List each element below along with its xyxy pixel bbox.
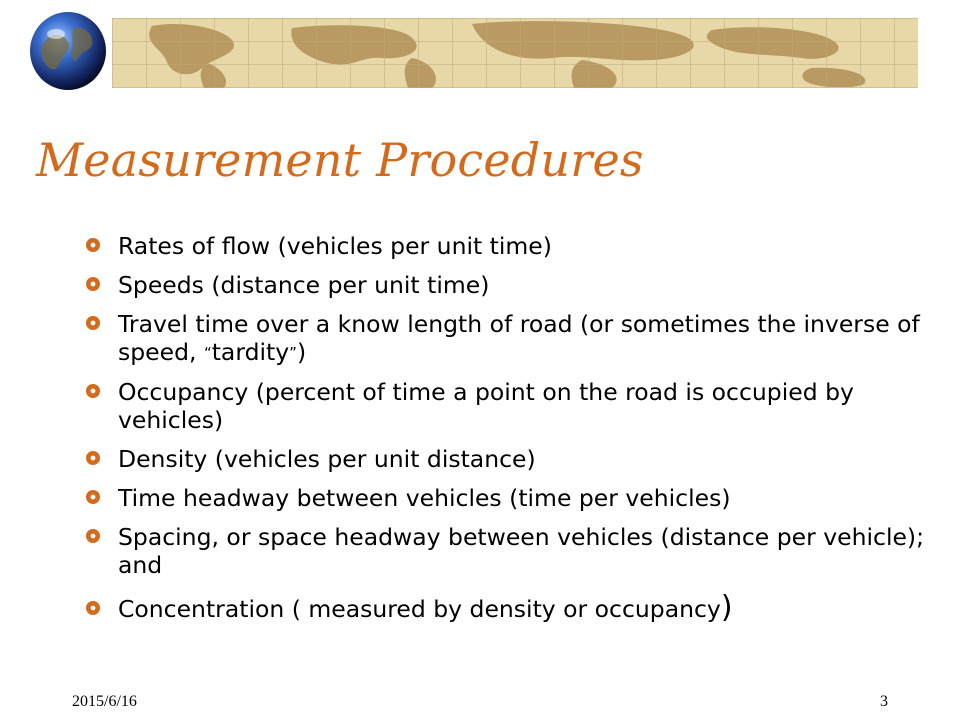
circle-bullet-icon: [84, 488, 102, 506]
world-map-graphic: [112, 18, 918, 88]
bullet-text-after: ): [296, 338, 307, 366]
bullet-text: [118, 310, 934, 367]
bullet-text: Density (vehicles per unit distance): [118, 445, 536, 473]
bullet-item: [84, 232, 934, 260]
slide-title: Measurement Procedures: [36, 133, 644, 187]
bullet-item: [84, 590, 934, 625]
circle-bullet-icon: [84, 527, 102, 545]
globe-icon: [28, 10, 108, 92]
bullet-text-main: Concentration ( measured by density or occupancy: [118, 595, 721, 623]
bullet-text: Rates of flow (vehicles per unit time): [118, 232, 552, 260]
bullet-item: [84, 271, 934, 299]
page-number: 3: [880, 693, 888, 710]
circle-bullet-icon: [84, 382, 102, 400]
close-quote: ”: [289, 344, 297, 362]
bullet-item: [84, 378, 934, 434]
bullet-item: [84, 310, 934, 367]
world-map-strip: [112, 18, 918, 88]
closing-paren: ): [720, 590, 733, 625]
bullet-item: [84, 445, 934, 473]
bullet-text: Spacing, or space headway between vehicles (distance per vehicle); and: [118, 523, 925, 579]
circle-bullet-icon: [84, 599, 102, 617]
footer-date: 2015/6/16: [72, 693, 137, 710]
quoted-word: tardity: [211, 338, 290, 366]
circle-bullet-icon: [84, 314, 102, 332]
circle-bullet-icon: [84, 236, 102, 254]
bullet-text: Time headway between vehicles (time per vehicles): [118, 484, 731, 512]
open-quote: “: [203, 344, 212, 362]
circle-bullet-icon: [84, 275, 102, 293]
bullet-item: [84, 523, 934, 579]
bullet-text-before: Travel time over a know length of road (or sometimes the inverse of speed,: [118, 310, 920, 366]
header-banner: [0, 0, 960, 100]
bullet-item: [84, 484, 934, 512]
bullet-list: [84, 232, 934, 623]
bullet-text: Occupancy (percent of time a point on the road is occupied by vehicles): [118, 378, 854, 434]
bullet-text: [118, 590, 934, 625]
bullet-text: Speeds (distance per unit time): [118, 271, 490, 299]
circle-bullet-icon: [84, 449, 102, 467]
